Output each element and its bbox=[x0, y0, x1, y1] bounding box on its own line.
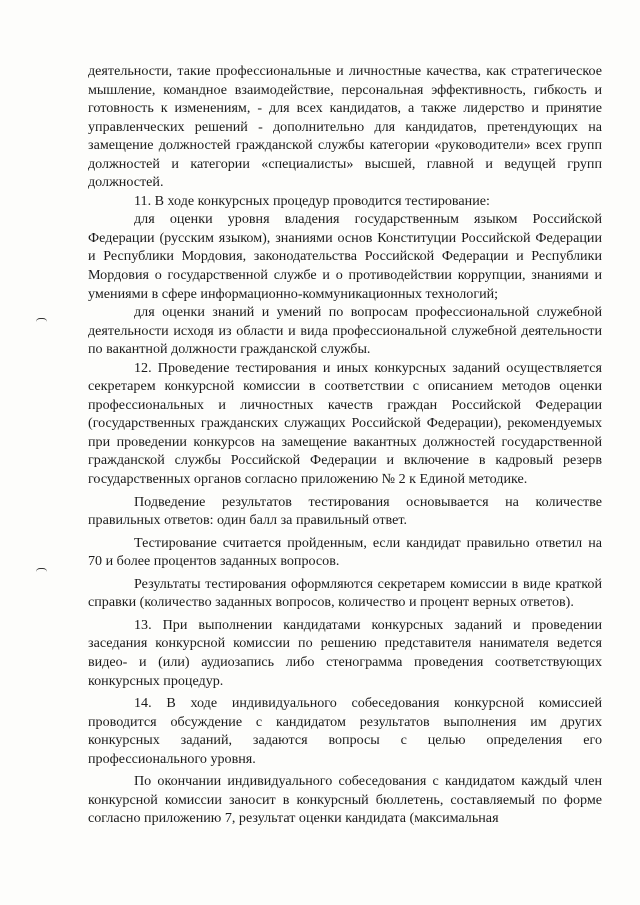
paragraph: Подведение результатов тестирования основывается на количестве правильных ответов: один балл за правильный ответ. bbox=[88, 493, 602, 529]
margin-punch-mark bbox=[36, 318, 47, 322]
paragraph: 14. В ходе индивидуального собеседования конкурсной комиссией проводится обсуждение с кандидатом результатов выполнения им других конкурсных заданий, задаются вопросы с целью определения его профессионального уровня. bbox=[88, 695, 602, 767]
paragraph: для оценки уровня владения государственным языком Российской Федерации (русским языком), знаниями основ Конституции Российской Федерации и Республики Мордовия, законодательства Российской Федерации и Республики Мордовия о государственной службе и о противодействии коррупции, знаниями и умениями в сфере информационно-коммуникационных технологий; bbox=[88, 211, 602, 302]
paragraph: 11. В ходе конкурсных процедур проводится тестирование: bbox=[134, 192, 490, 209]
paragraph: 13. При выполнении кандидатами конкурсных заданий и проведении заседания конкурсной комиссии по решению представителя нанимателя ведется видео- и (или) аудиозапись либо стенограмма проведения соответствующих конкурсных процедур. bbox=[88, 616, 602, 689]
paragraph: 12. Проведение тестирования и иных конкурсных заданий осуществляется секретарем конкурсной комиссии в соответствии с описанием методов оценки профессиональных и личностных качеств граждан Российской Федерации (государственных гражданских служащих Российской Федерации), рекомендуемых при проведении конкурсов на замещение вакантных должностей государственной гражданской службы Российской Федерации и включение в кадровый резерв государственных органов согласно приложению № 2 к Единой методике. bbox=[88, 359, 602, 488]
paragraph: По окончании индивидуального собеседования с кандидатом каждый член конкурсной комиссии заносит в конкурсный бюллетень, составляемый по форме согласно приложению 7, результат оценки кандидата (максимальная bbox=[88, 773, 602, 827]
paragraph: Тестирование считается пройденным, если кандидат правильно ответил на 70 и более процентов заданных вопросов. bbox=[88, 534, 602, 570]
margin-punch-mark bbox=[36, 568, 47, 572]
paragraph: для оценки знаний и умений по вопросам профессиональной служебной деятельности исходя из области и вида профессиональной служебной деятельности по вакантной должности гражданской службы. bbox=[88, 304, 602, 358]
paragraph: деятельности, такие профессиональные и личностные качества, как стратегическое мышление, командное взаимодействие, персональная эффективность, гибкость и готовность к изменениям, - для всех кандидатов, а также лидерство и принятие управленческих решений - дополнительно для кандидатов, претендующих на замещение должностей гражданской службы категории «руководители» всех групп должностей и категории «специалисты» высшей, главной и ведущей групп должностей. bbox=[88, 63, 602, 191]
paragraph: Результаты тестирования оформляются секретарем комиссии в виде краткой справки (количество заданных вопросов, количество и процент верных ответов). bbox=[88, 575, 602, 611]
document-page bbox=[88, 62, 602, 828]
